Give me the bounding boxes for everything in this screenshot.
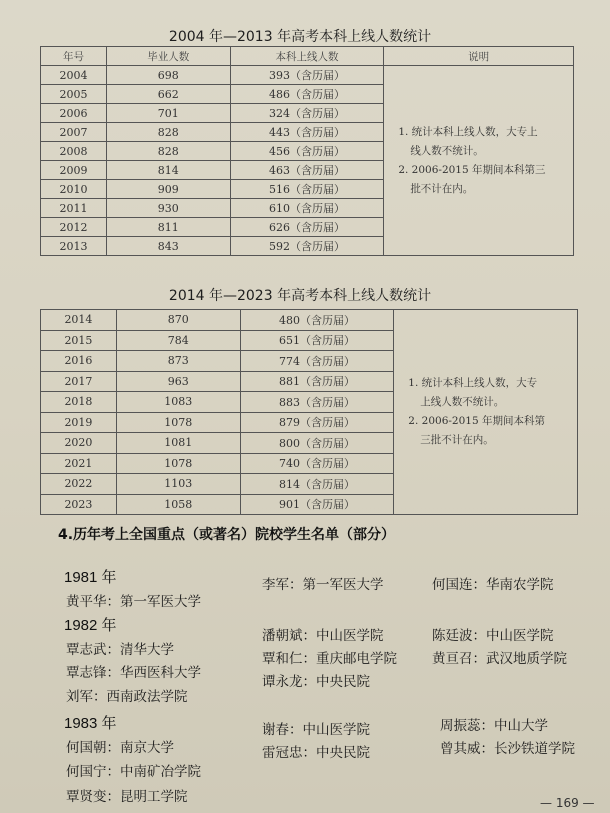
table2 bbox=[40, 309, 578, 515]
cell-online: 324（含历届） bbox=[230, 104, 384, 123]
cell-online: 651（含历届） bbox=[240, 330, 394, 351]
cell-online: 610（含历届） bbox=[230, 199, 384, 218]
student-entry: 覃志武：清华大学 bbox=[66, 642, 174, 658]
cell-year: 2006 bbox=[41, 104, 107, 123]
cell-year: 2016 bbox=[41, 351, 117, 372]
cell-grads: 1058 bbox=[116, 494, 240, 515]
page-number: — 169 — bbox=[540, 796, 595, 810]
cell-online: 800（含历届） bbox=[240, 433, 394, 454]
cell-grads: 843 bbox=[106, 237, 230, 256]
student-entry: 雷冠忠：中央民院 bbox=[262, 745, 370, 761]
cell-year: 2020 bbox=[41, 433, 117, 454]
student-entry: 覃志锋：华西医科大学 bbox=[66, 665, 201, 681]
cell-year: 2013 bbox=[41, 237, 107, 256]
note-cell bbox=[384, 66, 574, 256]
cell-year: 2004 bbox=[41, 66, 107, 85]
note-cell bbox=[394, 310, 578, 515]
cell-online: 443（含历届） bbox=[230, 123, 384, 142]
year-1983: 1983 年 bbox=[64, 715, 117, 732]
cell-online: 814（含历届） bbox=[240, 474, 394, 495]
cell-year: 2005 bbox=[41, 85, 107, 104]
cell-year: 2022 bbox=[41, 474, 117, 495]
cell-year: 2021 bbox=[41, 453, 117, 474]
cell-year: 2012 bbox=[41, 218, 107, 237]
cell-online: 626（含历届） bbox=[230, 218, 384, 237]
student-entry: 黄平华：第一军医大学 bbox=[66, 594, 201, 610]
student-entry: 刘军：西南政法学院 bbox=[66, 689, 188, 705]
note-line: 三批不计在内。 bbox=[420, 434, 494, 446]
student-entry: 周振蕊：中山大学 bbox=[440, 718, 548, 734]
student-entry: 何国连：华南农学院 bbox=[432, 577, 554, 593]
cell-online: 901（含历届） bbox=[240, 494, 394, 515]
note-line: 1. 统计本科上线人数，大专 bbox=[408, 377, 538, 389]
cell-online: 592（含历届） bbox=[230, 237, 384, 256]
cell-online: 774（含历届） bbox=[240, 351, 394, 372]
cell-grads: 1081 bbox=[116, 433, 240, 454]
year-1981: 1981 年 bbox=[64, 569, 117, 586]
cell-grads: 870 bbox=[116, 310, 240, 331]
year-1982: 1982 年 bbox=[64, 617, 117, 634]
note-line: 线人数不统计。 bbox=[410, 144, 484, 157]
cell-online: 480（含历届） bbox=[240, 310, 394, 331]
cell-year: 2010 bbox=[41, 180, 107, 199]
section-title: 4.历年考上全国重点（或著名）院校学生名单（部分） bbox=[58, 527, 396, 543]
cell-online: 393（含历届） bbox=[230, 66, 384, 85]
header-year: 年号 bbox=[41, 47, 107, 66]
student-entry: 覃和仁：重庆邮电学院 bbox=[262, 651, 397, 667]
table2-title: 2014 年—2023 年高考本科上线人数统计 bbox=[168, 288, 432, 304]
cell-grads: 909 bbox=[106, 180, 230, 199]
note-line: 2. 2006-2015 年期间本科第三 bbox=[398, 163, 546, 176]
table1 bbox=[40, 46, 574, 256]
student-entry: 谢春：中山医学院 bbox=[262, 722, 370, 738]
cell-grads: 963 bbox=[116, 371, 240, 392]
note-line: 上线人数不统计。 bbox=[420, 396, 505, 408]
cell-year: 2007 bbox=[41, 123, 107, 142]
student-entry: 陈廷波：中山医学院 bbox=[432, 628, 554, 644]
cell-grads: 701 bbox=[106, 104, 230, 123]
cell-year: 2011 bbox=[41, 199, 107, 218]
cell-online: 883（含历届） bbox=[240, 392, 394, 413]
cell-year: 2019 bbox=[41, 412, 117, 433]
cell-year: 2017 bbox=[41, 371, 117, 392]
cell-year: 2023 bbox=[41, 494, 117, 515]
student-entry: 潘朝斌：中山医学院 bbox=[262, 628, 384, 644]
header-note: 说明 bbox=[384, 47, 574, 66]
cell-grads: 1103 bbox=[116, 474, 240, 495]
note-line: 1. 统计本科上线人数，大专上 bbox=[398, 125, 538, 138]
cell-year: 2015 bbox=[41, 330, 117, 351]
student-entry: 曾其威：长沙铁道学院 bbox=[440, 741, 575, 757]
cell-online: 486（含历届） bbox=[230, 85, 384, 104]
cell-grads: 1083 bbox=[116, 392, 240, 413]
cell-year: 2008 bbox=[41, 142, 107, 161]
cell-grads: 1078 bbox=[116, 453, 240, 474]
cell-online: 463（含历届） bbox=[230, 161, 384, 180]
table-row bbox=[41, 66, 574, 85]
cell-year: 2009 bbox=[41, 161, 107, 180]
cell-grads: 828 bbox=[106, 142, 230, 161]
student-entry: 黄亘召：武汉地质学院 bbox=[432, 651, 567, 667]
cell-online: 516（含历届） bbox=[230, 180, 384, 199]
cell-grads: 1078 bbox=[116, 412, 240, 433]
cell-year: 2014 bbox=[41, 310, 117, 331]
header-online: 本科上线人数 bbox=[230, 47, 384, 66]
cell-online: 881（含历届） bbox=[240, 371, 394, 392]
header-grads: 毕业人数 bbox=[106, 47, 230, 66]
student-entry: 覃贤变：昆明工学院 bbox=[66, 789, 188, 805]
cell-grads: 784 bbox=[116, 330, 240, 351]
table-row bbox=[41, 310, 578, 331]
cell-online: 740（含历届） bbox=[240, 453, 394, 474]
table1-title: 2004 年—2013 年高考本科上线人数统计 bbox=[168, 29, 432, 45]
cell-grads: 662 bbox=[106, 85, 230, 104]
student-entry: 李军：第一军医大学 bbox=[262, 577, 384, 593]
student-entry: 何国朝：南京大学 bbox=[66, 740, 174, 756]
note-line: 批不计在内。 bbox=[410, 182, 474, 195]
cell-online: 879（含历届） bbox=[240, 412, 394, 433]
student-entry: 何国宁：中南矿冶学院 bbox=[66, 764, 201, 780]
cell-year: 2018 bbox=[41, 392, 117, 413]
cell-grads: 814 bbox=[106, 161, 230, 180]
cell-grads: 930 bbox=[106, 199, 230, 218]
cell-grads: 873 bbox=[116, 351, 240, 372]
note-line: 2. 2006-2015 年期间本科第 bbox=[408, 415, 545, 427]
student-entry: 谭永龙：中央民院 bbox=[262, 674, 370, 690]
cell-online: 456（含历届） bbox=[230, 142, 384, 161]
cell-grads: 811 bbox=[106, 218, 230, 237]
cell-grads: 698 bbox=[106, 66, 230, 85]
cell-grads: 828 bbox=[106, 123, 230, 142]
